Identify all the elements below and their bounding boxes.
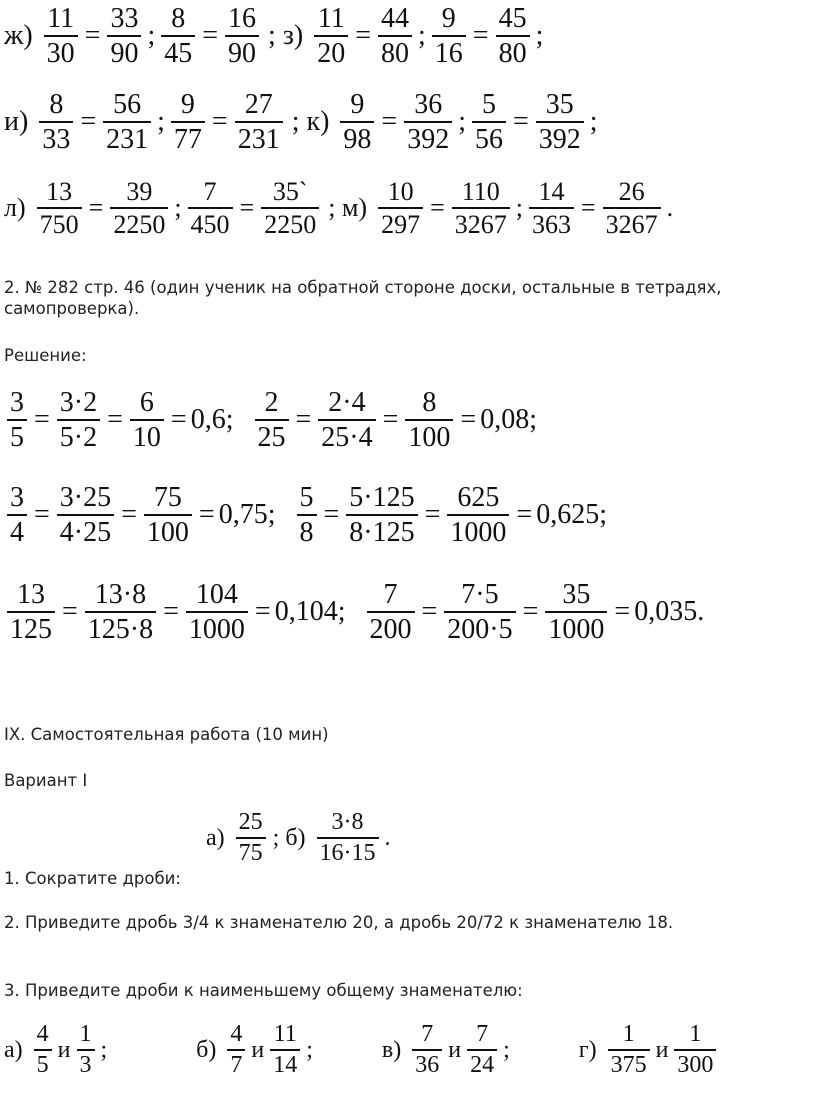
fraction: $\frac{26}{3267}$ <box>603 178 661 239</box>
fraction: $\frac{110}{3267}$ <box>452 178 510 239</box>
fraction: $\frac{2\cdot 4}{25\cdot 4}$ <box>318 388 375 453</box>
item-label: г) <box>578 1036 597 1063</box>
solution-row-1: $\frac{3}{5}$ = $\frac{3\cdot 2}{5\cdot 2}$ = $\frac{6}{10}$ = 0,6; $\frac{2}{25}$ = $\frac{2\cdot 4}{25\cdot 4}$ = $\frac{8}{100}$ = 0,08; <box>4 388 537 453</box>
item-label: ; б) <box>272 824 306 851</box>
fraction: $\frac{56}{231}$ <box>103 90 151 155</box>
result-value: 0,035. <box>634 596 705 628</box>
fraction: $\frac{45}{80}$ <box>496 4 530 69</box>
exercise-row-zh-z: ж) $\frac{11}{30}$ = $\frac{33}{90}$ ; $\frac{8}{45}$ = $\frac{16}{90}$ ; з) $\frac{11}{20}$ = $\frac{44}{80}$ ; $\frac{9}{16}$ = $\frac{45}{80}$ ; <box>4 3 544 70</box>
fraction: $\frac{35}{392}$ <box>536 90 584 155</box>
fraction: $\frac{33}{90}$ <box>107 4 141 69</box>
fraction: $\frac{2}{25}$ <box>255 388 289 453</box>
fraction: $\frac{25}{75}$ <box>236 810 266 866</box>
fraction: $\frac{7}{24}$ <box>467 1022 497 1078</box>
fraction: $\frac{1}{300}$ <box>674 1022 716 1078</box>
fraction: $\frac{3\cdot 25}{4\cdot 25}$ <box>57 483 114 548</box>
fraction: $\frac{35`}{2250}$ <box>261 178 319 239</box>
task-1-text: 1. Сократите дроби: <box>4 869 181 888</box>
item-label: ; з) <box>268 20 304 52</box>
fraction: $\frac{13}{750}$ <box>37 178 82 239</box>
fraction: $\frac{1}{3}$ <box>77 1022 95 1078</box>
fraction: $\frac{7}{200}$ <box>367 580 415 645</box>
fraction: $\frac{11}{20}$ <box>314 4 348 69</box>
fraction: $\frac{13\cdot 8}{125\cdot 8}$ <box>85 580 156 645</box>
task-1-math: а) $\frac{25}{75}$ ; б) $\frac{3\cdot 8}{16\cdot 15}$ . <box>206 809 391 867</box>
fraction: $\frac{11}{14}$ <box>270 1022 300 1078</box>
fraction: $\frac{625}{1000}$ <box>447 483 509 548</box>
fraction: $\frac{1}{375}$ <box>608 1022 650 1078</box>
fraction: $\frac{75}{100}$ <box>144 483 192 548</box>
fraction: $\frac{5}{8}$ <box>297 483 317 548</box>
fraction: $\frac{5\cdot 125}{8\cdot 125}$ <box>346 483 417 548</box>
task-2-text: 2. № 282 стр. 46 (один ученик на обратной стороне доски, остальные в тетрадях, самопроверка). <box>4 278 722 318</box>
fraction: $\frac{8}{45}$ <box>161 4 195 69</box>
section-ix-heading: IX. Самостоятельная работа (10 мин) <box>4 725 329 744</box>
fraction: $\frac{9}{16}$ <box>432 4 466 69</box>
item-label: в) <box>381 1036 402 1063</box>
fraction: $\frac{8}{100}$ <box>405 388 453 453</box>
exercise-row-l-m: л) $\frac{13}{750}$ = $\frac{39}{2250}$ ; $\frac{7}{450}$ = $\frac{35`}{2250}$ ; м) $\frac{10}{297}$ = $\frac{110}{3267}$ ; $\frac{14}{363}$ = $\frac{26}{3267}$ . <box>4 177 674 240</box>
fraction: $\frac{6}{10}$ <box>130 388 164 453</box>
result-value: 0,75; <box>218 499 276 531</box>
fraction: $\frac{7\cdot 5}{200\cdot 5}$ <box>444 580 515 645</box>
exercise-row-i-k: и) $\frac{8}{33}$ = $\frac{56}{231}$ ; $\frac{9}{77}$ = $\frac{27}{231}$ ; к) $\frac{9}{98}$ = $\frac{36}{392}$ ; $\frac{5}{56}$ = $\frac{35}{392}$ ; <box>4 89 598 156</box>
fraction: $\frac{3}{5}$ <box>7 388 27 453</box>
fraction: $\frac{13}{125}$ <box>7 580 55 645</box>
fraction: $\frac{4}{5}$ <box>34 1022 52 1078</box>
item-label: а) <box>4 1036 23 1063</box>
solution-label: Решение: <box>4 346 87 365</box>
fraction: $\frac{35}{1000}$ <box>545 580 607 645</box>
item-label: ; м) <box>328 193 368 223</box>
fraction: $\frac{3}{4}$ <box>7 483 27 548</box>
fraction: $\frac{10}{297}$ <box>378 178 423 239</box>
fraction: $\frac{4}{7}$ <box>227 1022 245 1078</box>
fraction: $\frac{7}{450}$ <box>188 178 233 239</box>
item-label: л) <box>4 193 26 223</box>
solution-row-2: $\frac{3}{4}$ = $\frac{3\cdot 25}{4\cdot 25}$ = $\frac{75}{100}$ = 0,75; $\frac{5}{8}$ = $\frac{5\cdot 125}{8\cdot 125}$ = $\frac{625}{1000}$ = 0,625; <box>4 483 607 548</box>
item-label: б) <box>196 1036 217 1063</box>
item-label: ; к) <box>291 106 330 138</box>
fraction: $\frac{16}{90}$ <box>225 4 259 69</box>
item-label: и) <box>4 106 29 138</box>
fraction: $\frac{8}{33}$ <box>39 90 73 155</box>
result-value: 0,08; <box>480 404 537 436</box>
variant-label: Вариант I <box>4 771 88 790</box>
fraction: $\frac{104}{1000}$ <box>186 580 248 645</box>
result-value: 0,6; <box>190 404 234 436</box>
item-label: ж) <box>4 20 33 52</box>
result-value: 0,104; <box>274 596 346 628</box>
result-value: 0,625; <box>536 499 607 531</box>
fraction: $\frac{5}{56}$ <box>472 90 506 155</box>
solution-row-3: $\frac{13}{125}$ = $\frac{13\cdot 8}{125\cdot 8}$ = $\frac{104}{1000}$ = 0,104; $\frac{7}{200}$ = $\frac{7\cdot 5}{200\cdot 5}$ = $\frac{35}{1000}$ = 0,035. <box>4 580 704 645</box>
fraction: $\frac{36}{392}$ <box>404 90 452 155</box>
fraction: $\frac{39}{2250}$ <box>110 178 168 239</box>
fraction: $\frac{14}{363}$ <box>529 178 574 239</box>
fraction: $\frac{44}{80}$ <box>378 4 412 69</box>
task-3-math: а) $\frac{4}{5}$ и $\frac{1}{3}$ ; б) $\frac{4}{7}$ и $\frac{11}{14}$ ; в) $\frac{7}{36}$ и $\frac{7}{24}$ ; г) $\frac{1}{375}$ и $\frac{1}{300}$ <box>4 1022 804 1078</box>
fraction: $\frac{3\cdot 2}{5\cdot 2}$ <box>57 388 100 453</box>
item-label: а) <box>206 824 225 851</box>
fraction: $\frac{11}{30}$ <box>44 4 78 69</box>
fraction: $\frac{27}{231}$ <box>235 90 283 155</box>
task-2b-text: 2. Приведите дробь 3/4 к знаменателю 20, а дробь 20/72 к знаменателю 18. <box>4 913 674 932</box>
task-3-text: 3. Приведите дроби к наименьшему общему знаменателю: <box>4 981 523 1000</box>
fraction: $\frac{3\cdot 8}{16\cdot 15}$ <box>317 810 379 866</box>
fraction: $\frac{9}{77}$ <box>171 90 205 155</box>
fraction: $\frac{9}{98}$ <box>340 90 374 155</box>
fraction: $\frac{7}{36}$ <box>412 1022 442 1078</box>
